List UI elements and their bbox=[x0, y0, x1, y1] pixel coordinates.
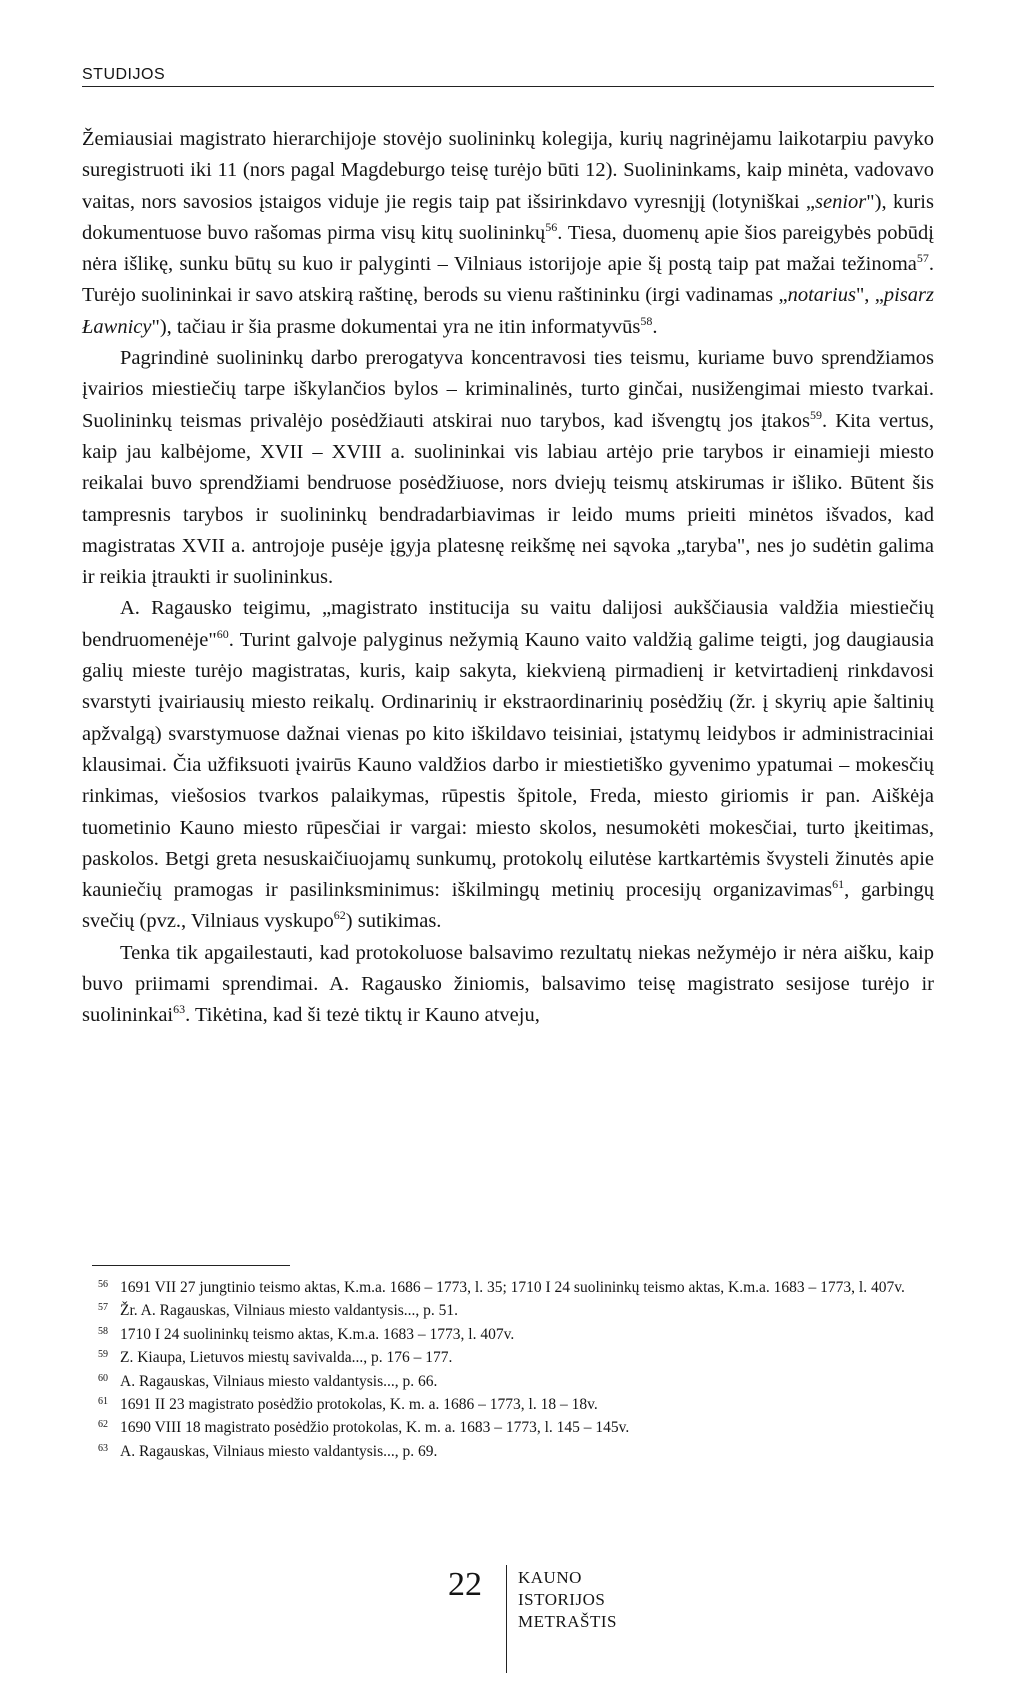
footnote-separator bbox=[92, 1265, 290, 1266]
text-run: ", „ bbox=[855, 284, 884, 307]
text-run: "), tačiau ir šia prasme dokumentai yra ne itin informatyvūs bbox=[151, 315, 641, 338]
footnote-ref: 58 bbox=[640, 313, 653, 328]
journal-line: KAUNO bbox=[518, 1568, 582, 1587]
footnote-text: Z. Kiaupa, Lietuvos miestų savivalda..., p. 176 – 177. bbox=[120, 1349, 453, 1367]
footnote-number: 60 bbox=[98, 1372, 108, 1384]
text-run: . Tiesa, duomenų apie šios pareigybės pobūdį nėra išlikę, sunku būtų su kuo ir palyginti – Vilniaus istorijoje apie šį postą taip pat mažai težinoma bbox=[82, 221, 934, 276]
footnote-number: 63 bbox=[98, 1442, 108, 1454]
footnote-text: A. Ragauskas, Vilniaus miesto valdantysis..., p. 66. bbox=[120, 1372, 438, 1390]
text-run: , garbingų svečių (pvz., Vilniaus vyskupo bbox=[82, 879, 934, 933]
text-run: Tenka tik apgailestauti, kad protokoluose balsavimo rezultatų niekas nežymėjo ir nėra aišku, kaip buvo priimami sprendimai. A. Ragausko žiniomis, balsavimo teisę magistrato sesijose turėjo ir suolininkai bbox=[82, 941, 934, 1027]
text-run: Žemiausiai magistrato hierarchijoje stovėjo suolininkų kolegija, kurių nagrinėjamu laikotarpiu pavyko suregistruoti iki 11 (nors pagal Magdeburgo teisę turėjo būti 12). Suolininkams, kaip minėta, vadovavo vaitas, nors savosios įstaigos viduje jie regis taip pat išsirinkdavo vyresnįjį (lotyniškai „ bbox=[82, 128, 934, 213]
section-title: STUDIJOS bbox=[82, 66, 166, 83]
running-header bbox=[82, 66, 934, 87]
footnote bbox=[98, 1323, 928, 1346]
footnote bbox=[98, 1440, 928, 1463]
italic-text: notarius bbox=[787, 284, 856, 307]
footnote-number: 56 bbox=[98, 1279, 108, 1290]
footnote-text: Žr. A. Ragauskas, Vilniaus miesto valdantysis..., p. 51. bbox=[120, 1302, 459, 1320]
footnote-number: 61 bbox=[98, 1396, 108, 1408]
footnote-ref: 59 bbox=[809, 407, 822, 422]
footnote-text: 1691 II 23 magistrato posėdžio protokolas, K. m. a. 1686 – 1773, l. 18 – 18v. bbox=[120, 1396, 598, 1414]
footnote-ref: 63 bbox=[173, 1002, 186, 1017]
text-run: . Turėjo suolininkai ir savo atskirą raštinę, berods su vienu raštininku (irgi vadinamas „ bbox=[82, 253, 934, 307]
footnote-ref: 62 bbox=[333, 908, 346, 923]
footnote-number: 58 bbox=[98, 1325, 108, 1337]
footnote-text: 1710 I 24 suolininkų teismo aktas, K.m.a. 1683 – 1773, l. 407v. bbox=[120, 1325, 515, 1343]
journal-line: ISTORIJOS bbox=[518, 1590, 606, 1609]
footnote-ref: 60 bbox=[216, 626, 229, 641]
paragraph bbox=[82, 343, 934, 593]
footnote-ref: 57 bbox=[916, 251, 929, 266]
footnote bbox=[98, 1276, 928, 1299]
footnote bbox=[98, 1416, 928, 1439]
footer-divider bbox=[506, 1565, 507, 1673]
paragraph bbox=[82, 593, 934, 937]
text-run: . Tikėtina, kad ši tezė tiktų ir Kauno atveju, bbox=[185, 1004, 540, 1027]
footnote-text: A. Ragauskas, Vilniaus miesto valdantysis..., p. 69. bbox=[120, 1442, 438, 1460]
italic-text: pisarz Ławnicy bbox=[82, 284, 934, 338]
paragraph bbox=[82, 124, 934, 343]
journal-name bbox=[518, 1567, 617, 1633]
main-text bbox=[82, 124, 934, 1032]
text-run: . bbox=[652, 315, 658, 338]
footnotes bbox=[98, 1276, 928, 1463]
footnote bbox=[98, 1370, 928, 1393]
footnote-text: 1690 VIII 18 magistrato posėdžio protokolas, K. m. a. 1683 – 1773, l. 145 – 145v. bbox=[120, 1419, 630, 1437]
text-run: . Kita vertus, kaip jau kalbėjome, XVII – XVIII a. suolininkai vis labiau artėjo prie tarybos ir einamieji miesto reikalai buvo sprendžiami bendruose posėdžiuose, nors dviejų teismų atskirumas ir išliko. Būtent šis tampresnis tarybos ir suolininkų bendradarbiavimas ir leido mums prieiti minėtos išvados, kad magistratas XVII a. antrojoje pusėje įgyja platesnę reikšmę nei sąvoka „taryba", nes jo sudėtin galima ir reikia įtraukti ir suolininkus. bbox=[82, 409, 934, 589]
text-run: . Turint galvoje palyginus nežymią Kauno vaito valdžią galime teigti, jog daugiausia galių mieste turėjo magistratas, kuris, kaip sakyta, kiekvieną pirmadienį ir ketvirtadienį rinkdavosi svarstyti įvairiausių miesto reikalų. Ordinarinių ir ekstraordinarinių posėdžių (žr. į skyrių apie šaltinių apžvalgą) svarstymuose dažnai vienas po kito iškildavo teisiniai, įstatymų leidybos ir administraciniai klausimai. Čia užfiksuoti įvairūs Kauno valdžios darbo ir miestietiško gyvenimo ypatumai – mokesčių rinkimas, viešosios tvarkos palaikymas, rūpestis špitole, Freda, miesto giriomis ir pan. Aiškėja tuometinio Kauno miesto rūpesčiai ir vargai: miesto skolos, nesumokėti mokesčiai, turto įkeitimas, paskolos. Betgi greta nesuskaičiuojamų sunkumų, protokolų eilutėse kartkartėmis švysteli žinutės apie kauniečių pramogas ir pasilinksminimus: iškilmingų metinių procesijų organizavimas bbox=[82, 628, 934, 902]
text-run: Pagrindinė suolininkų darbo prerogatyva koncentravosi ties teismu, kuriame buvo sprendžiamos įvairios miestiečių tarpe iškylančios bylos – kriminalinės, turto ginčai, nusižengimai miesto tvarkai. Suolininkų teismas privalėjo posėdžiauti atskirai nuo tarybos, kad išvengtų jos įtakos bbox=[82, 347, 934, 432]
footnote-number: 59 bbox=[98, 1349, 108, 1361]
text-run: "), kuris dokumentuose buvo rašomas pirma visų kitų suolininkų bbox=[82, 190, 934, 244]
footnote-number: 62 bbox=[98, 1419, 108, 1431]
text-run: ) sutikimas. bbox=[345, 910, 442, 933]
footnote-text: 1691 VII 27 jungtinio teismo aktas, K.m.a. 1686 – 1773, l. 35; 1710 I 24 suolininkų teismo aktas, K.m.a. 1683 – 1773, l. 407v. bbox=[120, 1279, 905, 1296]
text-run: A. Ragausko teigimu, „magistrato institucija su vaitu dalijosi aukščiausia valdžia miestiečių bendruomenėje" bbox=[82, 597, 934, 651]
footnote-ref: 61 bbox=[832, 877, 845, 892]
footnote-ref: 56 bbox=[545, 220, 558, 235]
page-number: 22 bbox=[448, 1566, 482, 1603]
journal-line: METRAŠTIS bbox=[518, 1612, 617, 1631]
footnote bbox=[98, 1393, 928, 1416]
footnote bbox=[98, 1299, 928, 1322]
footnote-number: 57 bbox=[98, 1302, 108, 1314]
paragraph bbox=[82, 938, 934, 1032]
footnote bbox=[98, 1346, 928, 1369]
italic-text: senior bbox=[815, 190, 867, 213]
